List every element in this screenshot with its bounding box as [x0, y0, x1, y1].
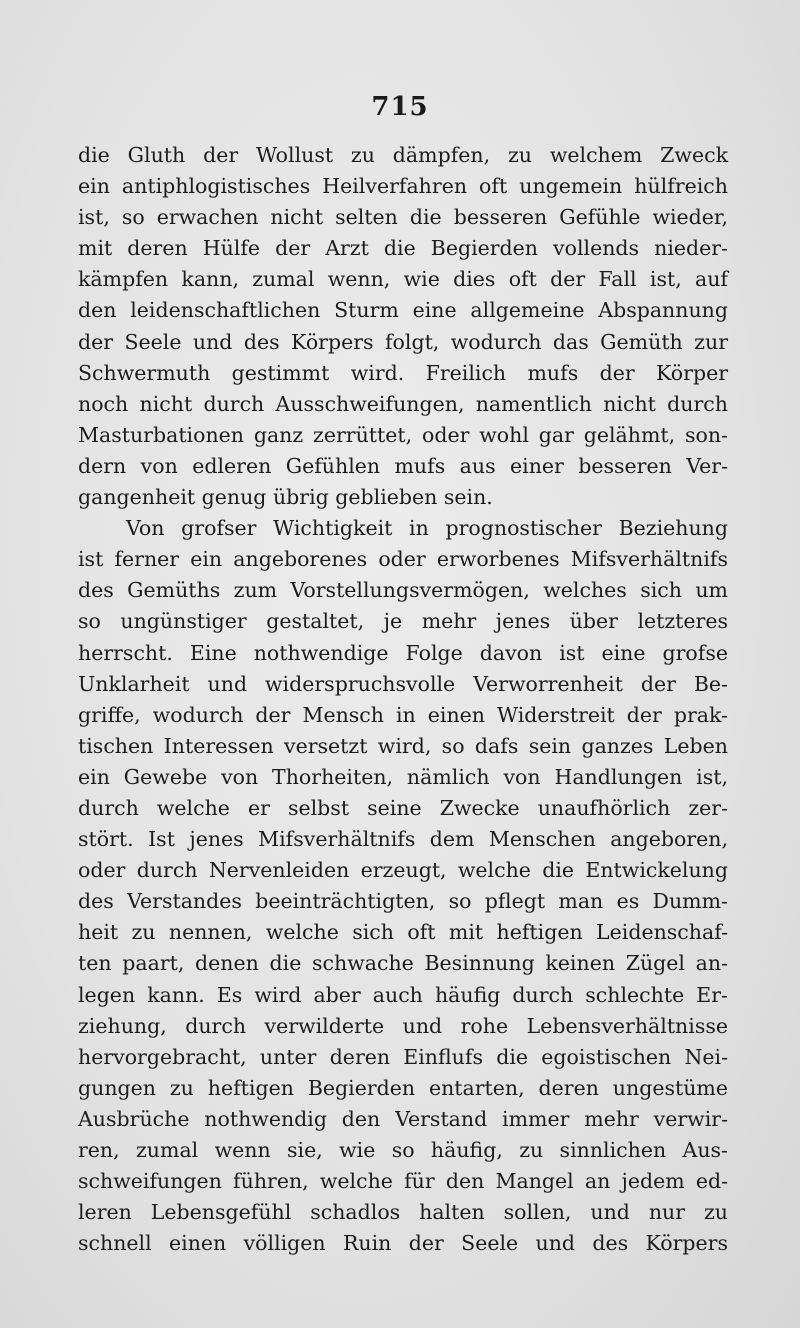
text-line: Schwermuth gestimmt wird. Freilich mufs der Körper	[78, 360, 728, 385]
text-line: dern von edleren Gefühlen mufs aus einer besseren Ver-	[78, 453, 728, 478]
text-line: mit deren Hülfe der Arzt die Begierden vollends nieder-	[78, 236, 728, 261]
text-line: durch welche er selbst seine Zwecke unaufhörlich zer-	[78, 795, 728, 820]
text-line: ziehung, durch verwilderte und rohe Lebensverhältnisse	[78, 1013, 728, 1038]
text-line: Unklarheit und widerspruchsvolle Verworrenheit der Be-	[78, 671, 728, 696]
text-line: noch nicht durch Ausschweifungen, namentlich nicht durch	[78, 391, 728, 416]
text-line: legen kann. Es wird aber auch häufig durch schlechte Er-	[78, 982, 728, 1007]
text-line: schweifungen führen, welche für den Mangel an jedem ed-	[78, 1169, 728, 1194]
text-line: Ausbrüche nothwendig den Verstand immer mehr verwir-	[78, 1106, 728, 1131]
paragraph-start-line: Von grofser Wichtigkeit in prognostischer Beziehung	[126, 516, 728, 541]
text-line: Masturbationen ganz zerrüttet, oder wohl gar gelähmt, son-	[78, 422, 728, 447]
text-line: hervorgebracht, unter deren Einflufs die egoistischen Nei-	[78, 1044, 728, 1069]
text-line: gangenheit genug übrig geblieben sein.	[78, 485, 493, 510]
text-line: griffe, wodurch der Mensch in einen Widerstreit der prak-	[78, 702, 728, 727]
text-line: der Seele und des Körpers folgt, wodurch das Gemüth zur	[78, 329, 728, 354]
text-line: schnell einen völligen Ruin der Seele und des Körpers	[78, 1231, 728, 1256]
text-line: kämpfen kann, zumal wenn, wie dies oft der Fall ist, auf	[78, 267, 728, 292]
text-line: heit zu nennen, welche sich oft mit heftigen Leidenschaf-	[78, 920, 728, 945]
body-text	[78, 140, 728, 1259]
text-line: des Gemüths zum Vorstellungsvermögen, welches sich um	[78, 578, 728, 603]
text-line: ist ferner ein angeborenes oder erworbenes Mifsverhältnifs	[78, 547, 728, 572]
text-line: den leidenschaftlichen Sturm eine allgemeine Abspannung	[78, 298, 728, 323]
text-line: ist, so erwachen nicht selten die besseren Gefühle wieder,	[78, 205, 728, 230]
page-number: 715	[371, 92, 429, 122]
text-line: ren, zumal wenn sie, wie so häufig, zu sinnlichen Aus-	[78, 1138, 728, 1162]
text-line: die Gluth der Wollust zu dämpfen, zu welchem Zweck	[78, 143, 728, 167]
text-line: leren Lebensgefühl schadlos halten sollen, und nur zu	[78, 1200, 728, 1225]
text-line: tischen Interessen versetzt wird, so dafs sein ganzes Leben	[78, 733, 728, 758]
text-line: ein antiphlogistisches Heilverfahren oft ungemein hülfreich	[78, 174, 728, 199]
text-line: oder durch Nervenleiden erzeugt, welche die Entwickelung	[78, 858, 728, 883]
text-line: so ungünstiger gestaltet, je mehr jenes über letzteres	[78, 609, 728, 634]
text-line: des Verstandes beeinträchtigten, so pflegt man es Dumm-	[78, 889, 728, 914]
text-line: ten paart, denen die schwache Besinnung keinen Zügel an-	[78, 951, 728, 976]
text-line: ein Gewebe von Thorheiten, nämlich von Handlungen ist,	[78, 764, 728, 789]
text-line: gungen zu heftigen Begierden entarten, deren ungestüme	[78, 1075, 728, 1100]
text-line: herrscht. Eine nothwendige Folge davon ist eine grofse	[78, 640, 728, 665]
text-line: stört. Ist jenes Mifsverhältnifs dem Menschen angeboren,	[78, 827, 728, 852]
